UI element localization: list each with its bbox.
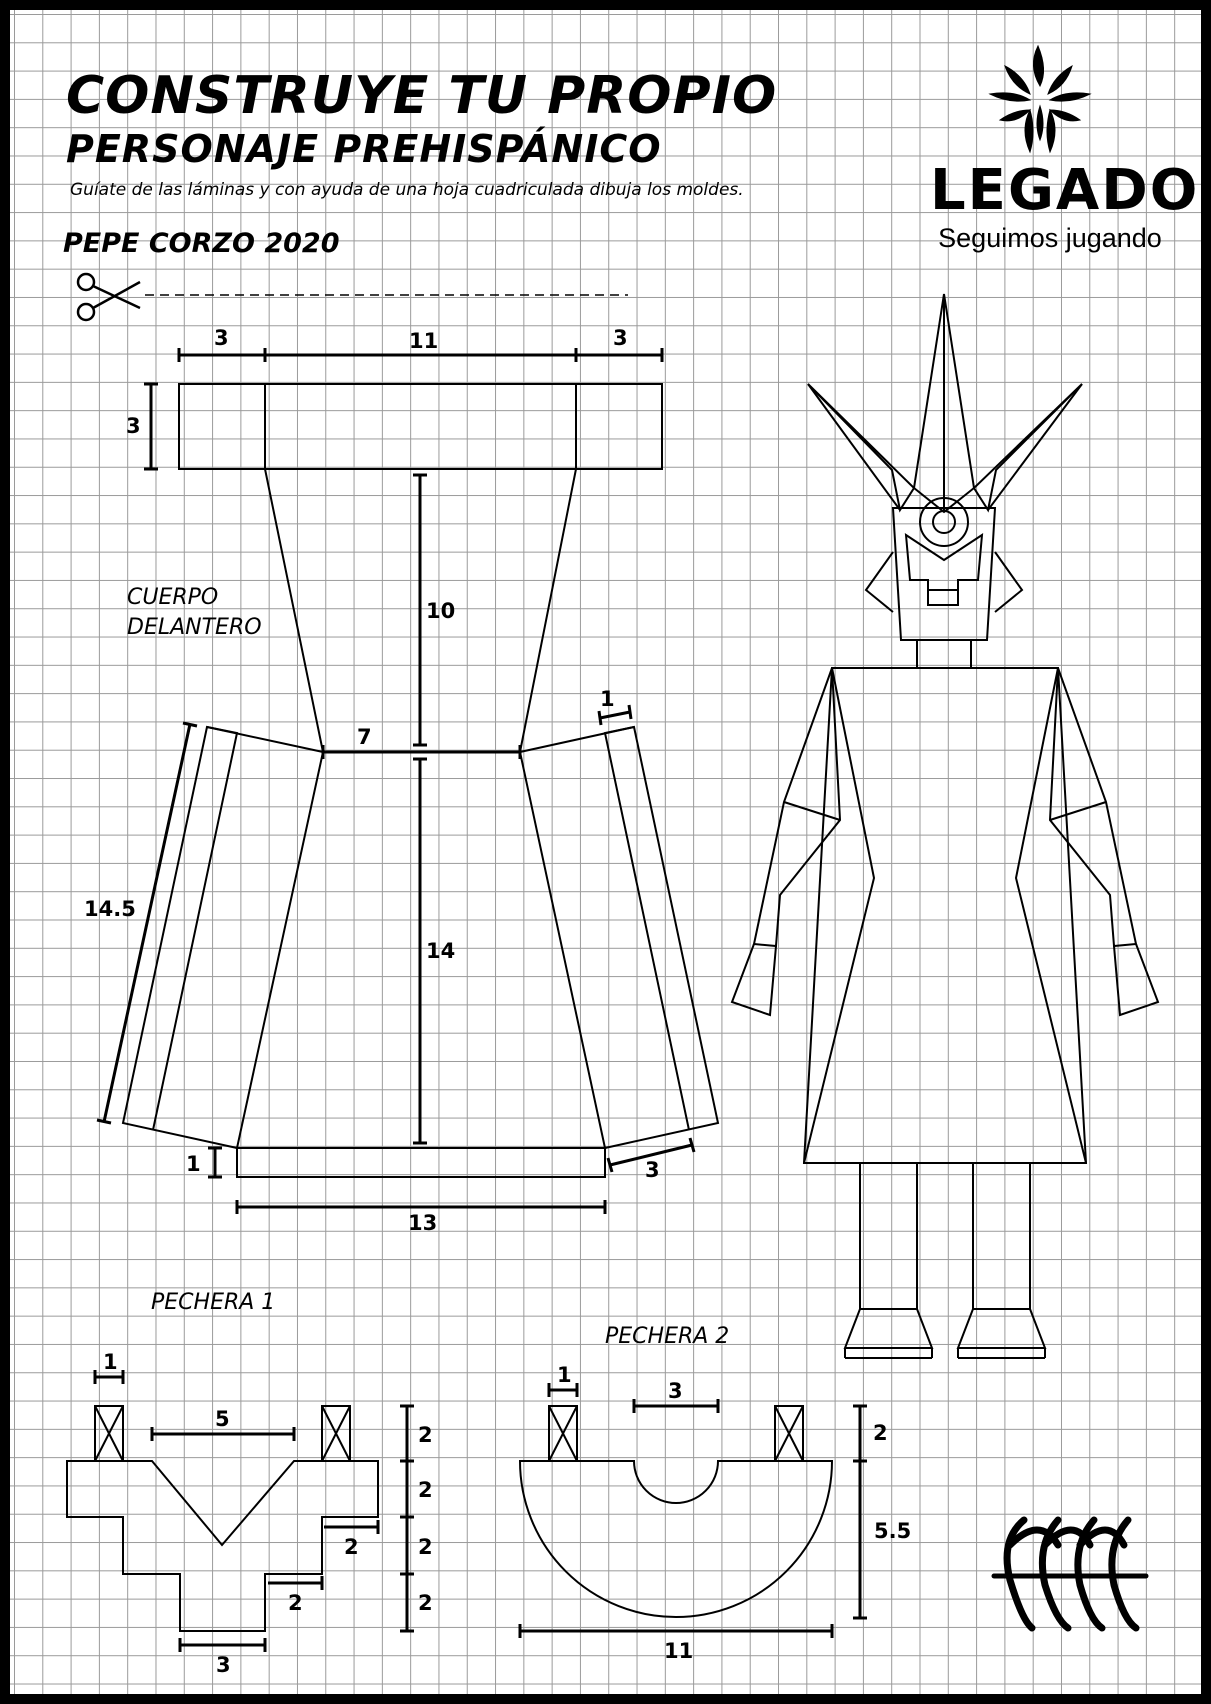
p1-dim-step2: 2 xyxy=(288,1591,303,1615)
p2-dim-width: 11 xyxy=(664,1639,694,1663)
pechera2-pattern xyxy=(520,1406,832,1617)
p2-dim-notch-width: 3 xyxy=(668,1379,683,1403)
p2-dim-tab-width: 1 xyxy=(557,1363,572,1387)
dim-top-left: 3 xyxy=(214,326,229,350)
pechera2-label: PECHERA 2 xyxy=(605,1324,730,1349)
p1-dim-bottom-width: 3 xyxy=(216,1653,231,1677)
cuerpo-label-line1: CUERPO xyxy=(127,585,219,610)
pechera1-dimension-lines xyxy=(95,1370,414,1652)
character-figure xyxy=(732,294,1158,1358)
dim-hem-height: 1 xyxy=(186,1152,201,1176)
page-title-line2: PERSONAJE PREHISPÁNICO xyxy=(66,127,662,171)
scissors-icon xyxy=(78,274,140,320)
dim-upper-height: 10 xyxy=(426,599,456,623)
p1-dim-h1: 2 xyxy=(418,1423,433,1447)
p1-dim-h4: 2 xyxy=(418,1591,433,1615)
dim-collar-height: 3 xyxy=(126,414,141,438)
cuerpo-dimension-lines xyxy=(97,348,694,1214)
brand-tagline: Seguimos jugando xyxy=(938,223,1162,253)
pechera1-pattern xyxy=(67,1406,378,1631)
dim-sleeve-length: 14.5 xyxy=(84,897,136,921)
dim-cuff: 3 xyxy=(645,1158,660,1182)
dim-top-mid: 11 xyxy=(409,329,439,353)
pechera2-dimension-lines xyxy=(520,1383,867,1638)
p2-dim-tab-height: 2 xyxy=(873,1421,888,1445)
instructions: Guíate de las láminas y con ayuda de una hoja cuadriculada dibuja los moldes. xyxy=(70,180,744,200)
cuerpo-label-line2: DELANTERO xyxy=(127,615,262,640)
p1-dim-step1: 2 xyxy=(344,1535,359,1559)
p1-dim-tab-width: 1 xyxy=(103,1350,118,1374)
dim-top-right: 3 xyxy=(613,326,628,350)
p2-dim-radius-height: 5.5 xyxy=(874,1519,912,1543)
pepe-signature-icon xyxy=(994,1520,1146,1628)
p1-dim-h3: 2 xyxy=(418,1535,433,1559)
brand-logo-text: LEGADO xyxy=(930,158,1200,223)
p1-dim-h2: 2 xyxy=(418,1478,433,1502)
dim-sleeve-top: 1 xyxy=(600,687,615,711)
legado-sun-icon xyxy=(990,46,1090,152)
pechera1-label: PECHERA 1 xyxy=(151,1290,276,1315)
p1-dim-notch-width: 5 xyxy=(215,1407,230,1431)
dim-hem-width: 13 xyxy=(408,1211,438,1235)
author-credit: PEPE CORZO 2020 xyxy=(63,228,340,259)
page-title: CONSTRUYE TU PROPIO xyxy=(66,66,778,126)
dim-waist: 7 xyxy=(357,725,372,749)
dim-lower-height: 14 xyxy=(426,939,456,963)
